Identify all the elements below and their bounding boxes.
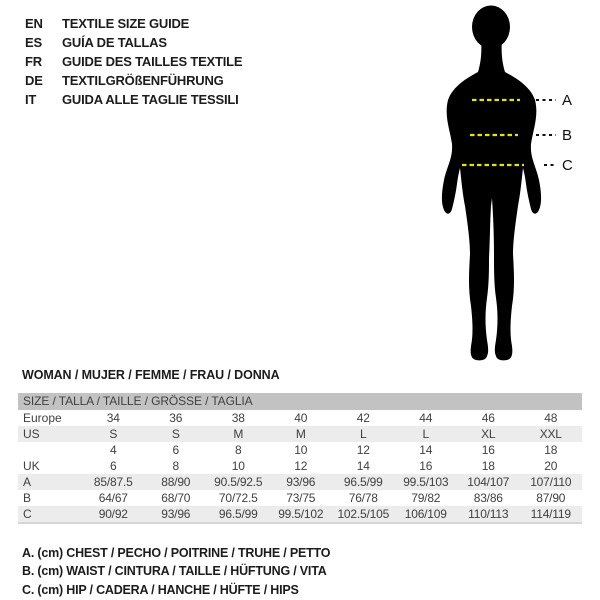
size-cell: 114/119 (530, 507, 571, 521)
language-list (25, 14, 242, 109)
size-cell: 83/86 (473, 491, 503, 505)
size-cell: 99.5/102 (278, 507, 324, 521)
size-cell: L (360, 427, 367, 441)
size-cell: 12 (356, 443, 370, 457)
size-cell: M (233, 427, 244, 441)
size-cell: S (171, 427, 180, 441)
legend-line: C. (cm) HIP / CADERA / HANCHE / HÜFTE / HIPS (22, 582, 299, 597)
size-cell: 90.5/92.5 (214, 475, 263, 489)
language-label: GUIDA ALLE TAGLIE TESSILI (62, 92, 239, 107)
language-row (25, 71, 242, 90)
row-label (18, 442, 82, 458)
size-cell: 96.5/99 (343, 475, 383, 489)
row-label: A (23, 475, 32, 489)
legend-line: B. (cm) WAIST / CINTURA / TAILLE / HÜFTUNG / VITA (22, 564, 327, 579)
language-row (25, 33, 242, 52)
language-row (25, 14, 242, 33)
size-cell: 79/82 (411, 491, 441, 505)
size-cell: 90/92 (98, 507, 128, 521)
row-label: UK (23, 459, 40, 473)
row-label: B (23, 491, 32, 505)
size-cell: 76/78 (348, 491, 378, 505)
size-cell: 93/96 (286, 475, 316, 489)
legend-line: A. (cm) CHEST / PECHO / POITRINE / TRUHE / PETTO (22, 546, 331, 560)
measurement-legend (22, 544, 330, 599)
size-cell: 87/90 (536, 491, 566, 505)
language-code: FR (25, 54, 42, 69)
size-cell: 107/110 (530, 475, 572, 489)
size-cell: 42 (356, 411, 370, 425)
size-cell: M (295, 427, 306, 441)
size-cell: L (422, 427, 429, 441)
size-cell: 96.5/99 (218, 507, 258, 521)
size-cell: 20 (544, 459, 558, 473)
size-cell: 44 (419, 411, 433, 425)
size-table-body (18, 410, 582, 522)
language-row (25, 52, 242, 71)
size-cell: 110/113 (468, 507, 509, 521)
size-cell: 6 (110, 459, 117, 473)
size-cell: 10 (294, 443, 308, 457)
size-cell: 18 (544, 443, 558, 457)
size-cell: 88/90 (161, 475, 191, 489)
table-row (18, 474, 582, 490)
size-cell: 4 (110, 443, 117, 457)
size-cell: 99.5/103 (403, 475, 449, 489)
row-label: US (23, 427, 40, 441)
size-table-header: SIZE / TALLA / TAILLE / GRÖSSE / TAGLIA (18, 393, 582, 410)
size-cell: 16 (481, 443, 495, 457)
size-cell: 14 (419, 443, 433, 457)
size-cell: 102.5/105 (337, 507, 390, 521)
size-cell: 8 (172, 459, 179, 473)
row-label: Europe (23, 411, 62, 425)
woman-silhouette-svg (425, 4, 585, 374)
size-cell: 14 (356, 459, 370, 473)
size-cell: 104/107 (467, 475, 510, 489)
language-label: TEXTILE SIZE GUIDE (62, 16, 190, 31)
size-cell: 38 (231, 411, 245, 425)
size-cell: 48 (544, 411, 558, 425)
language-label: TEXTILGRÖßENFÜHRUNG (62, 73, 224, 88)
size-cell: 34 (106, 411, 120, 425)
table-row (18, 426, 582, 442)
size-cell: 6 (172, 443, 179, 457)
language-label: GUIDE DES TAILLES TEXTILE (62, 54, 243, 69)
size-cell: 73/75 (286, 491, 316, 505)
language-label: GUÍA DE TALLAS (62, 35, 167, 50)
marker-label-b: B (562, 127, 573, 144)
table-row (18, 490, 582, 506)
size-cell: 93/96 (161, 507, 191, 521)
size-cell: 36 (169, 411, 183, 425)
size-cell: 46 (481, 411, 495, 425)
table-row (18, 442, 582, 458)
language-code: EN (25, 16, 43, 31)
size-table (18, 393, 582, 524)
silhouette-body (442, 38, 541, 360)
size-cell: 10 (231, 459, 245, 473)
row-label: C (23, 507, 32, 521)
table-row (18, 506, 582, 522)
marker-label-c: C (562, 157, 573, 174)
size-cell: 70/72.5 (218, 491, 258, 505)
language-code: DE (25, 73, 43, 88)
language-row (25, 90, 242, 109)
size-cell: S (109, 427, 118, 441)
size-cell: XL (481, 427, 496, 441)
woman-figure (425, 4, 585, 374)
size-cell: XXL (539, 427, 562, 441)
size-cell: 40 (294, 411, 308, 425)
size-cell: 8 (235, 443, 242, 457)
size-cell: 18 (481, 459, 495, 473)
size-cell: 85/87.5 (93, 475, 133, 489)
size-cell: 64/67 (98, 491, 128, 505)
size-cell: 106/109 (404, 507, 447, 521)
marker-label-a: A (562, 92, 573, 109)
table-row (18, 410, 582, 426)
size-cell: 16 (419, 459, 433, 473)
language-code: IT (25, 92, 37, 107)
language-code: ES (25, 35, 42, 50)
size-cell: 68/70 (161, 491, 191, 505)
section-title: WOMAN / MUJER / FEMME / FRAU / DONNA (22, 368, 280, 382)
size-cell: 12 (294, 459, 308, 473)
table-row (18, 458, 582, 474)
